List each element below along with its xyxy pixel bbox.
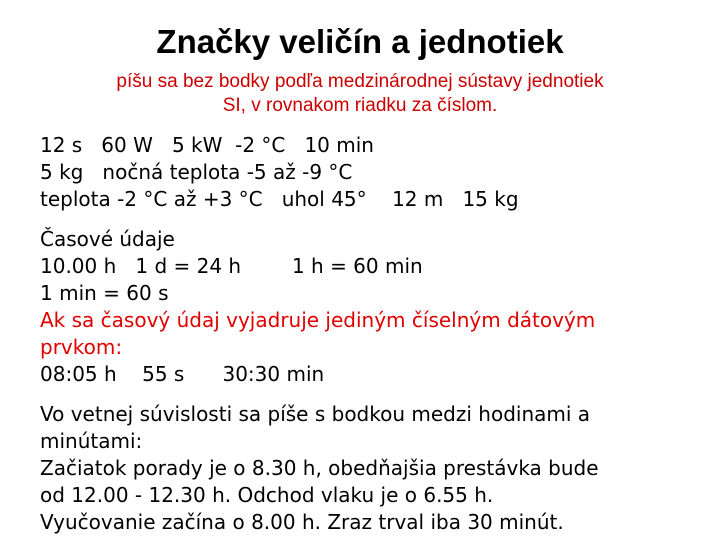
units-line: 12 s 60 W 5 kW -2 °C 10 min bbox=[40, 133, 374, 157]
time-data-block bbox=[40, 226, 712, 388]
time-line: 08:05 h 55 s 30:30 min bbox=[40, 362, 325, 386]
time-line: 10.00 h 1 d = 24 h 1 h = 60 min bbox=[40, 254, 423, 278]
units-line: teplota -2 °C až +3 °C uhol 45° 12 m 15 kg bbox=[40, 187, 519, 211]
sentence-line: Začiatok porady je o 8.30 h, obedňajšia prestávka bude bbox=[40, 456, 599, 480]
units-examples-block bbox=[40, 132, 712, 213]
subtitle bbox=[0, 70, 720, 118]
subtitle-line-1: píšu sa bez bodky podľa medzinárodnej sústavy jednotiek bbox=[116, 71, 604, 92]
content-body bbox=[40, 132, 712, 536]
subtitle-line-2: SI, v rovnakom riadku za číslom. bbox=[222, 95, 498, 116]
time-heading: Časové údaje bbox=[40, 227, 175, 251]
units-line: 5 kg nočná teplota -5 až -9 °C bbox=[40, 160, 353, 184]
time-rule-red: prvkom: bbox=[40, 335, 123, 359]
page-title: Značky veličín a jednotiek bbox=[156, 23, 564, 60]
time-rule-red: Ak sa časový údaj vyjadruje jediným číselným dátovým bbox=[40, 308, 596, 332]
sentence-line: od 12.00 - 12.30 h. Odchod vlaku je o 6.55 h. bbox=[40, 483, 494, 507]
sentence-context-block bbox=[40, 401, 712, 536]
sentence-line: Vyučovanie začína o 8.00 h. Zraz trval iba 30 minút. bbox=[40, 510, 564, 534]
sentence-line: minútami: bbox=[40, 429, 143, 453]
time-line: 1 min = 60 s bbox=[40, 281, 169, 305]
sentence-line: Vo vetnej súvislosti sa píše s bodkou medzi hodinami a bbox=[40, 402, 591, 426]
